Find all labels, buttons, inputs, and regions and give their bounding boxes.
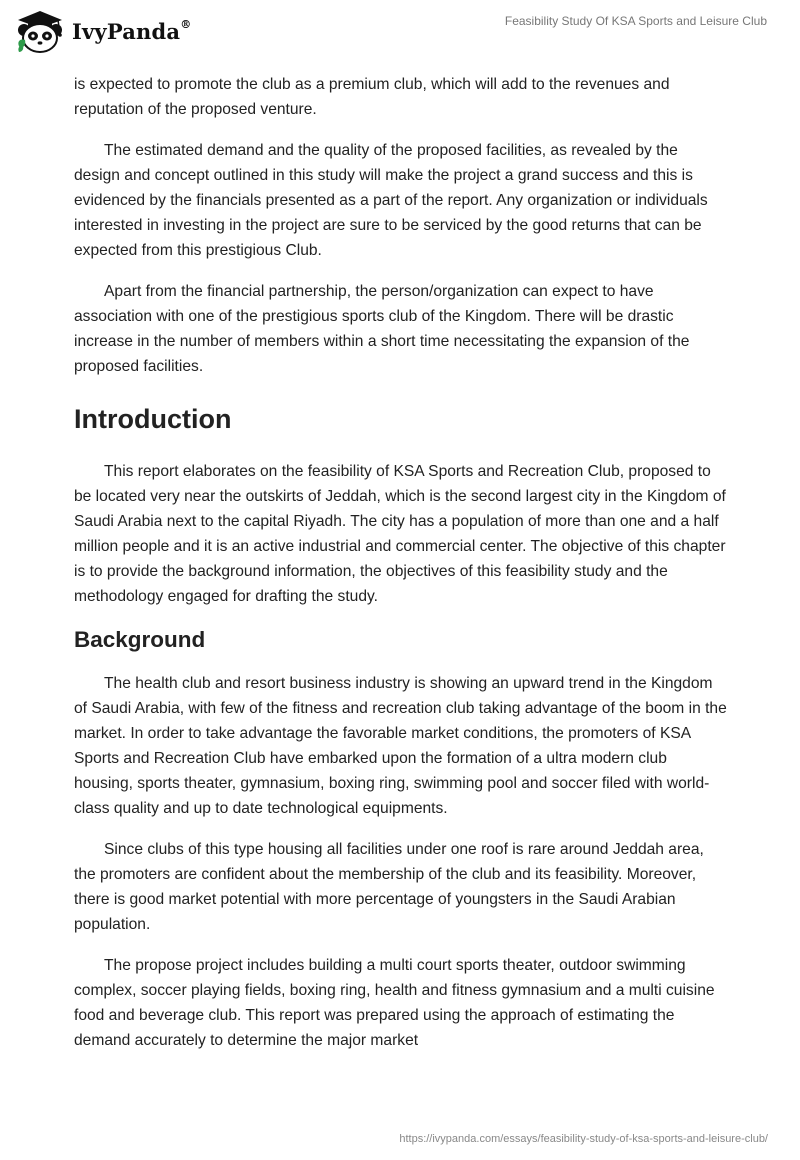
paragraph: The estimated demand and the quality of the proposed facilities, as revealed by the design and concept outlined in this study will make the project a grand success and this is evidenced by the financials presented as a part of the report. Any organization or individuals interested in investing in the project are sure to be serviced by the good returns that can be expected from this prestigious Club. bbox=[74, 142, 708, 259]
essay-content bbox=[74, 72, 728, 1069]
brand-text: IvyPanda bbox=[72, 18, 181, 44]
paragraph: Since clubs of this type housing all facilities under one roof is rare around Jeddah area, the promoters are confident about the membership of the club and its feasibility. Moreover, there is good market potential with more percentage of youngsters in the Saudi Arabian population. bbox=[74, 841, 704, 933]
registered-mark: ® bbox=[180, 17, 192, 31]
ivypanda-logo[interactable] bbox=[14, 8, 191, 54]
paragraph: This report elaborates on the feasibility of KSA Sports and Recreation Club, proposed to be located very near the outskirts of Jeddah, which is the second largest city in the Kingdom of Saudi Arabia next to the capital Riyadh. The city has a population of more than one and a half million people and it is an active industrial and commercial center. The objective of this chapter is to provide the background information, the objectives of this feasibility study and the methodology engaged for drafting the study. bbox=[74, 463, 726, 605]
paragraph: is expected to promote the club as a premium club, which will add to the revenues and reputation of the proposed venture. bbox=[74, 76, 670, 118]
section-heading-introduction: Introduction bbox=[74, 404, 232, 434]
panda-graduate-icon bbox=[14, 8, 66, 54]
paragraph: Apart from the financial partnership, the person/organization can expect to have association with one of the prestigious sports club of the Kingdom. There will be drastic increase in the number of members within a short time necessitating the expansion of the proposed facilities. bbox=[74, 283, 690, 375]
page-header bbox=[0, 0, 800, 70]
document-title: Feasibility Study Of KSA Sports and Leisure Club bbox=[504, 14, 767, 28]
paragraph: The health club and resort business industry is showing an upward trend in the Kingdom of Saudi Arabia, with few of the fitness and recreation club taking advantage of the boom in the market. In order to take advantage the favorable market conditions, the promoters of KSA Sports and Recreation Club have embarked upon the formation of a ultra modern club housing, sports theater, gymnasium, boxing ring, swimming pool and soccer filed with world-class quality and up to date technological equipments. bbox=[74, 675, 727, 817]
section-heading-background: Background bbox=[74, 627, 206, 652]
paragraph: The propose project includes building a multi court sports theater, outdoor swimming complex, soccer playing fields, boxing ring, health and fitness gymnasium and a multi cuisine food and beverage club. This report was prepared using the approach of estimating the demand accurately to determine the major market bbox=[74, 957, 715, 1049]
brand-name bbox=[72, 19, 191, 44]
source-url[interactable]: https://ivypanda.com/essays/feasibility-study-of-ksa-sports-and-leisure-club/ bbox=[399, 1133, 768, 1145]
